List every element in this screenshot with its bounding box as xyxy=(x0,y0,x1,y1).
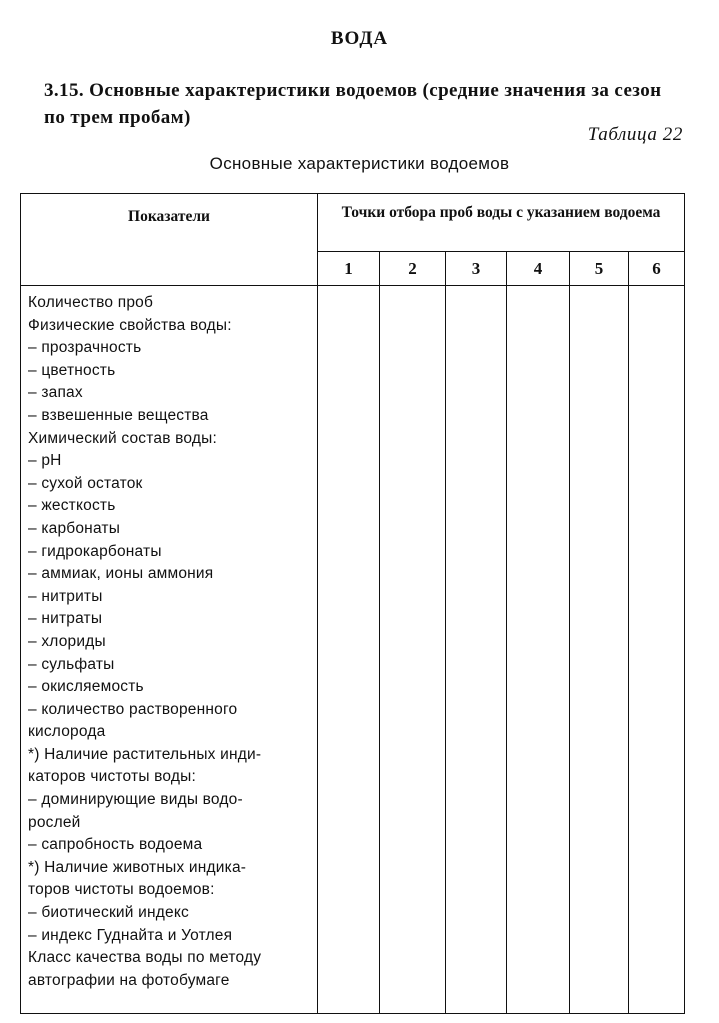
section-title: 3.15. Основные характеристики водоемов (средние значения за сезон по трем пробам) xyxy=(44,80,662,128)
parameter-line: – сухой остаток xyxy=(28,474,143,492)
parameter-line: рослей xyxy=(28,813,81,831)
parameter-line: Химический состав воды: xyxy=(28,429,217,447)
parameter-line: – доминирующие виды водо- xyxy=(28,791,243,809)
parameters-list xyxy=(21,286,318,1014)
parameter-line: *) Наличие растительных инди- xyxy=(28,745,262,763)
running-head: ВОДА xyxy=(330,28,389,49)
parameter-line: *) Наличие животных индика- xyxy=(28,858,247,876)
value-cell-point-4 xyxy=(507,286,570,1014)
parameter-line: – жесткость xyxy=(28,497,116,515)
parameter-line: – нитраты xyxy=(28,610,103,628)
parameter-line: кислорода xyxy=(28,723,106,741)
parameter-line: – биотический индекс xyxy=(28,904,189,922)
parameter-line: – карбонаты xyxy=(28,519,121,537)
header-params: Показатели xyxy=(21,194,318,286)
point-number: 3 xyxy=(446,252,507,286)
header-sampling-points: Точки отбора проб воды с указанием водоема xyxy=(318,194,685,252)
parameter-line: – гидрокарбонаты xyxy=(28,542,162,560)
parameter-line: – окисляемость xyxy=(28,678,144,696)
parameter-line: Физические свойства воды: xyxy=(28,316,232,334)
parameter-line: – прозрачность xyxy=(28,339,142,357)
point-number: 1 xyxy=(318,252,380,286)
water-characteristics-table xyxy=(20,193,685,1014)
parameter-line: – количество растворенного xyxy=(28,700,238,718)
point-number: 5 xyxy=(570,252,629,286)
parameter-line: – хлориды xyxy=(28,632,106,650)
parameter-line: – сапробность водоема xyxy=(28,836,203,854)
table-number: Таблица 22 xyxy=(587,124,683,145)
point-number: 2 xyxy=(380,252,446,286)
parameter-line: – аммиак, ионы аммония xyxy=(28,565,214,583)
parameter-line: – pH xyxy=(28,452,62,470)
parameter-line: – цветность xyxy=(28,361,116,379)
parameter-line: каторов чистоты воды: xyxy=(28,768,196,786)
parameter-line: автографии на фотобумаге xyxy=(28,971,230,989)
parameter-line: – индекс Гуднайта и Уотлея xyxy=(28,926,233,944)
value-cell-point-5 xyxy=(570,286,629,1014)
parameter-line: – сульфаты xyxy=(28,655,115,673)
table-caption: Основные характеристики водоемов xyxy=(209,154,510,173)
point-number: 6 xyxy=(629,252,685,286)
parameter-line: – запах xyxy=(28,384,83,402)
parameter-line: Количество проб xyxy=(28,294,154,311)
parameter-line: – нитриты xyxy=(28,587,103,605)
parameter-line: торов чистоты водоемов: xyxy=(28,881,215,899)
value-cell-point-2 xyxy=(380,286,446,1014)
value-cell-point-3 xyxy=(446,286,507,1014)
parameter-line: Класс качества воды по методу xyxy=(28,949,262,967)
parameter-line: – взвешенные вещества xyxy=(28,406,209,424)
value-cell-point-1 xyxy=(318,286,380,1014)
point-number: 4 xyxy=(507,252,570,286)
value-cell-point-6 xyxy=(629,286,685,1014)
